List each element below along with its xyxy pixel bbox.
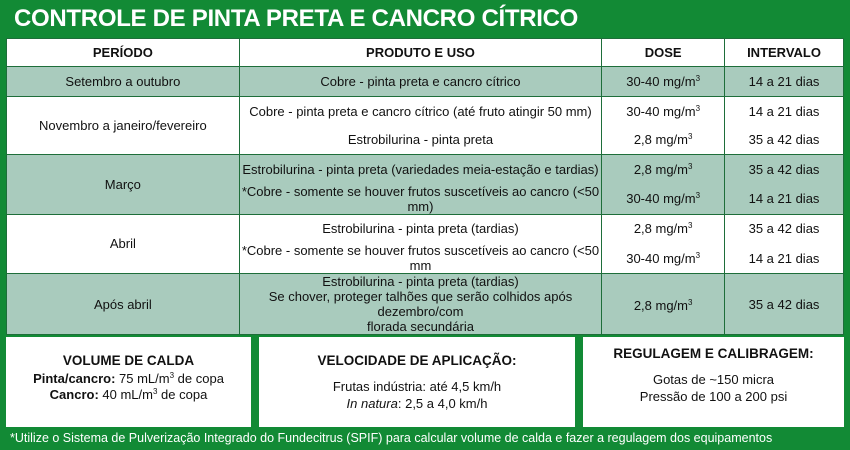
header-intervalo: INTERVALO [725,39,844,67]
header-periodo: PERÍODO [7,39,240,67]
produto-cell: *Cobre - somente se houver frutos suscetíveis ao cancro (<50 mm) [239,184,601,215]
table-row [7,155,844,184]
intervalo-cell: 35 a 42 dias [725,214,844,243]
dose-cell: 2,8 $mg/m^3$ [602,214,725,243]
dose-cell: 30-40 $mg/m^3$ [602,184,725,215]
produto-cell: *Cobre - somente se houver frutos suscetíveis ao cancro (<50 mm [239,243,601,274]
velocidade-box [259,337,575,427]
dose-cell: 2,8 $mg/m^3$ [602,274,725,335]
regulagem-box [583,337,844,427]
velocidade-line-2: In natura: 2,5 a 4,0 km/h [346,396,488,411]
table-row [7,274,844,335]
produto-line: florada secundária [366,319,474,334]
control-table [6,38,844,335]
periodo-cell: Março [7,155,240,215]
intervalo-cell: 14 a 21 dias [725,184,844,215]
dose-cell: 30-40 $mg/m^3$ [602,67,725,97]
header-dose: DOSE [602,39,725,67]
volume-line-1: Pinta/cancro: 75 $mL/m^3$ de copa [33,371,224,386]
periodo-cell: Novembro a janeiro/fevereiro [7,97,240,155]
periodo-cell: Após abril [7,274,240,335]
table-row [7,67,844,97]
produto-cell: Cobre - pinta preta e cancro cítrico (até fruto atingir 50 mm) [239,97,601,126]
volume-title: VOLUME DE CALDA [62,353,195,368]
produto-line: Se chover, proteger talhões que serão colhidos após dezembro/com [268,289,573,319]
intervalo-cell: 14 a 21 dias [725,67,844,97]
footnote: *Utilize o Sistema de Pulverização Integrado do Fundecitrus (SPIF) para calcular volume de calda e fazer a regulagem dos equipamentos [10,431,773,445]
dose-cell: 2,8 $mg/m^3$ [602,126,725,155]
intervalo-cell: 35 a 42 dias [725,126,844,155]
volume-box [6,337,251,427]
header-produto: PRODUTO E USO [239,39,601,67]
intervalo-cell: 14 a 21 dias [725,97,844,126]
dose-cell: 30-40 $mg/m^3$ [602,243,725,274]
produto-line: Estrobilurina - pinta preta (tardias) [322,274,519,289]
intervalo-cell: 35 a 42 dias [725,155,844,184]
produto-cell [239,274,601,335]
velocidade-line-1: Frutas indústria: até 4,5 km/h [332,379,502,394]
info-boxes [6,337,844,427]
velocidade-title: VELOCIDADE DE APLICAÇÃO: [317,353,517,368]
periodo-cell: Abril [7,214,240,274]
produto-cell: Estrobilurina - pinta preta (variedades meia-estação e tardias) [239,155,601,184]
periodo-cell: Setembro a outubro [7,67,240,97]
regulagem-title: REGULAGEM E CALIBRAGEM: [613,346,814,361]
intervalo-cell: 14 a 21 dias [725,243,844,274]
page-title: CONTROLE DE PINTA PRETA E CANCRO CÍTRICO [14,5,579,32]
table-header [7,39,844,67]
regulagem-line-2: Pressão de 100 a 200 psi [639,389,788,404]
dose-cell: 2,8 $mg/m^3$ [602,155,725,184]
table-row [7,97,844,126]
dose-cell: 30-40 $mg/m^3$ [602,97,725,126]
produto-cell: Estrobilurina - pinta preta [239,126,601,155]
produto-cell: Cobre - pinta preta e cancro cítrico [239,67,601,97]
intervalo-cell: 35 a 42 dias [725,274,844,335]
table-row [7,214,844,243]
regulagem-line-1: Gotas de ~150 micra [652,372,775,387]
produto-cell: Estrobilurina - pinta preta (tardias) [239,214,601,243]
volume-line-2: Cancro: 40 $mL/m^3$ de copa [49,387,208,402]
